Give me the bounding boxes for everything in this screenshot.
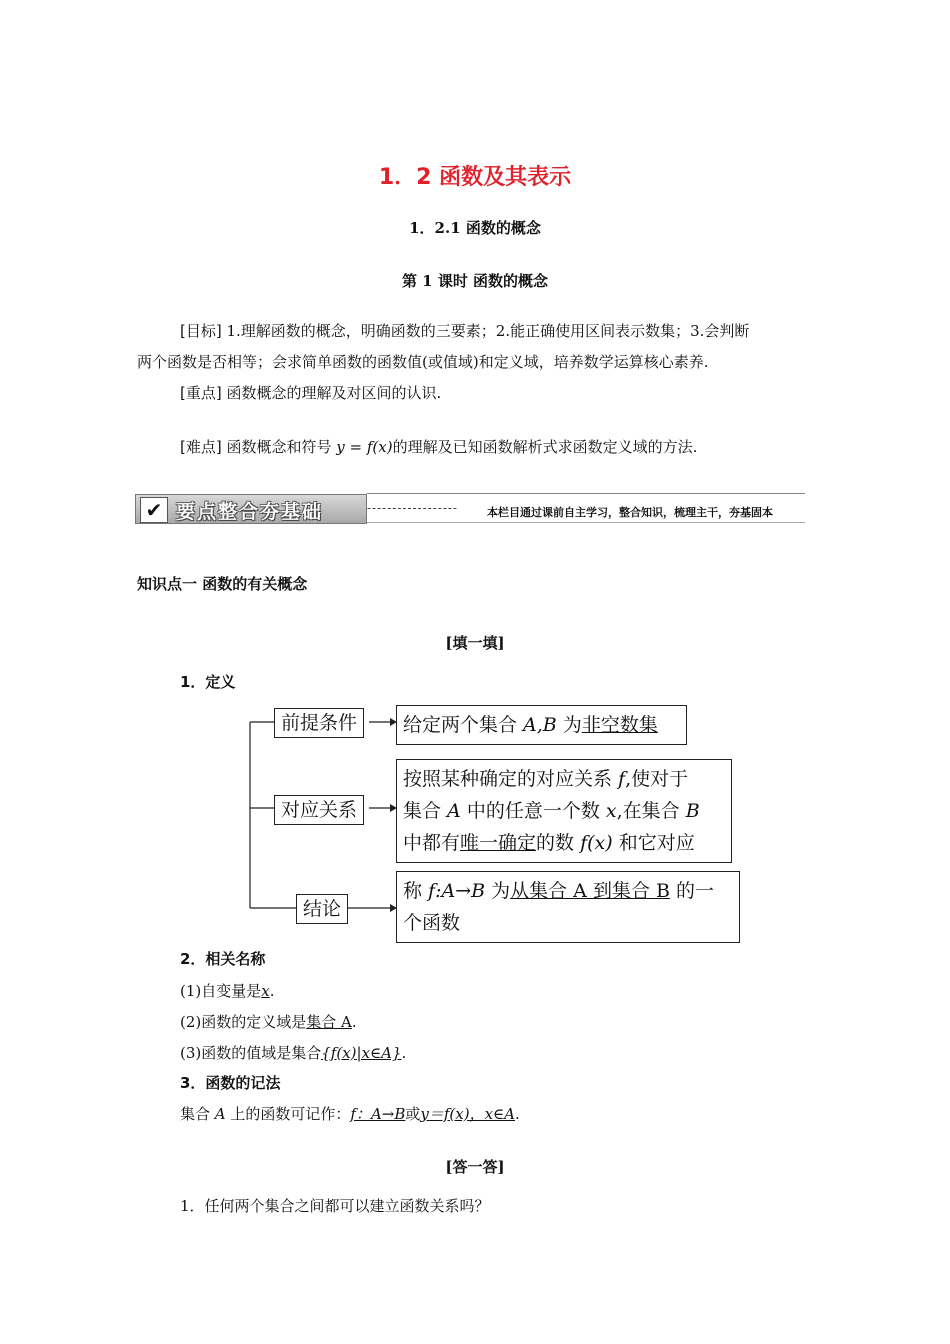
difficulty-formula: y = f(x) (336, 438, 393, 456)
label-premise: 前提条件 (274, 708, 364, 738)
banner-note: 本栏目通过课前自主学习，整合知识，梳理主干，夯基固本 (487, 506, 773, 519)
conclusion-line-2: 个函数 (403, 912, 461, 934)
banner-dashes: ------------------ (367, 501, 458, 515)
notation-text-b: 上的函数可记作： (225, 1105, 351, 1123)
relation-line-1 (403, 763, 725, 795)
goal-text: 1.理解函数的概念，明确函数的三要素；2.能正确使用区间表示数集；3.会判断 (221, 322, 750, 340)
premise-answer: 非空数集 (581, 714, 658, 736)
difficulty-tag: [难点] (180, 438, 222, 456)
name-1-end: . (269, 982, 275, 1000)
rel-text-3b: 的数 (536, 832, 581, 854)
rel-text-2a: 集合 (403, 800, 448, 822)
notation-end: . (515, 1105, 520, 1123)
notation-A: A (214, 1105, 226, 1123)
premise-content (396, 705, 687, 745)
rel-A: A (447, 800, 461, 822)
label-relation: 对应关系 (274, 795, 364, 825)
lesson-title: 第 1 课时 函数的概念 (401, 272, 549, 290)
knowledge-point-title: 知识点一 函数的有关概念 (137, 575, 308, 593)
conclusion-line-1 (403, 875, 733, 907)
names-heading: 2．相关名称 (180, 950, 266, 968)
definition-heading: 1．定义 (180, 673, 236, 691)
premise-text-a: 给定两个集合 (403, 714, 524, 736)
difficulty-line (180, 432, 697, 463)
rel-answer: 唯一确定 (460, 832, 537, 854)
rel-fx: f(x) (580, 832, 613, 854)
name-3 (180, 1042, 406, 1063)
name-2 (180, 1011, 357, 1032)
rel-x: x (605, 800, 617, 822)
premise-sets: A,B (523, 714, 557, 736)
name-3-answer: {f(x)|x∈A} (321, 1044, 402, 1062)
con-text-1c: 的一 (669, 880, 714, 902)
name-2-end: . (351, 1013, 357, 1031)
difficulty-text-a: 函数概念和符号 (221, 438, 337, 456)
goal-line-2: 两个函数是否相等；会求简单函数的函数值(或值域)和定义域，培养数学运算核心素养. (137, 353, 709, 371)
rel-text-2b: 中的任意一个数 (460, 800, 606, 822)
key-line (180, 378, 441, 409)
banner-rule-bottom (367, 522, 805, 523)
rel-text-1a: 按照某种确定的对应关系 (403, 768, 619, 790)
notation-heading: 3．函数的记法 (180, 1074, 281, 1092)
checkmark-icon: ✔ (140, 497, 168, 523)
key-text: 函数概念的理解及对区间的认识. (221, 384, 442, 402)
name-2-answer: 集合 A (306, 1013, 352, 1031)
difficulty-text-b: 的理解及已知函数解析式求函数定义域的方法. (392, 438, 698, 456)
name-1 (180, 980, 275, 1001)
notation-answer-2: y＝f(x)，x∈A (420, 1105, 515, 1123)
subsection-title: 1．2.1 函数的概念 (409, 219, 541, 237)
name-1-text: (1)自变量是 (180, 982, 262, 1000)
answer-heading: [答一答] (445, 1158, 505, 1176)
rel-f: f (618, 768, 626, 790)
rel-B: B (685, 800, 700, 822)
fill-heading: [填一填] (445, 634, 505, 652)
con-text-1a: 称 (403, 880, 429, 902)
rel-text-3c: 和它对应 (612, 832, 695, 854)
con-answer: 从集合 A 到集合 B (510, 880, 670, 902)
relation-line-2 (403, 795, 725, 827)
question-1: 1．任何两个集合之间都可以建立函数关系吗？ (180, 1197, 490, 1215)
premise-text-b: 为 (556, 714, 582, 736)
name-2-text: (2)函数的定义域是 (180, 1013, 307, 1031)
notation-line (180, 1103, 520, 1124)
rel-text-1b: ,使对于 (625, 768, 689, 790)
label-conclusion: 结论 (296, 894, 348, 924)
goal-line-1 (180, 316, 749, 347)
rel-text-2c: ,在集合 (616, 800, 686, 822)
name-3-end: . (401, 1044, 407, 1062)
banner-title: 要点整合夯基础 (176, 501, 324, 523)
rel-text-3a: 中都有 (403, 832, 461, 854)
banner-rule-top (367, 493, 805, 494)
key-tag: [重点] (180, 384, 222, 402)
con-text-1b: 为 (485, 880, 511, 902)
notation-answer-1: f：A→B (350, 1105, 406, 1123)
section-title: 1．2 函数及其表示 (378, 165, 572, 190)
conclusion-content (396, 871, 740, 943)
relation-line-3 (403, 827, 725, 859)
notation-text-a: 集合 (180, 1105, 215, 1123)
name-3-text: (3)函数的值域是集合 (180, 1044, 322, 1062)
goal-tag: [目标] (180, 322, 222, 340)
con-map: f:A→B (428, 880, 486, 902)
name-1-answer: x (261, 982, 270, 1000)
notation-text-c: 或 (405, 1105, 421, 1123)
section-banner (135, 491, 805, 525)
relation-content (396, 759, 732, 863)
banner-box (135, 494, 367, 524)
